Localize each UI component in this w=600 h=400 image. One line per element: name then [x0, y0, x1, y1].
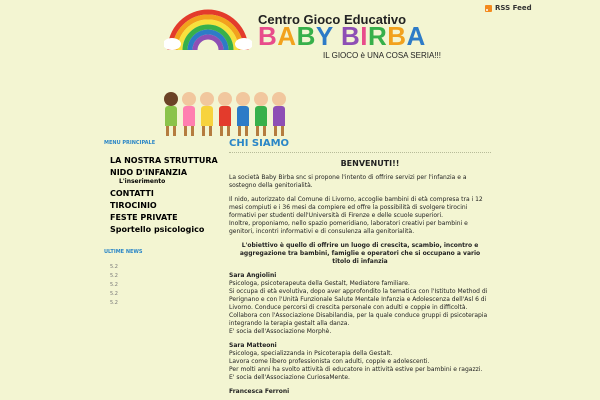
news-item[interactable]: 5.2: [110, 282, 118, 288]
child-figure: [254, 92, 268, 136]
child-figure: [182, 92, 196, 136]
child-figure: [164, 92, 178, 136]
welcome-heading: BENVENUTI!!: [340, 159, 400, 168]
rss-label: RSS Feed: [495, 4, 532, 12]
child-figure: [218, 92, 232, 136]
menu-item-contatti[interactable]: CONTATTI: [110, 189, 154, 198]
nido-paragraph: Il nido, autorizzato dal Comune di Livorno, accoglie bambini di età compresa tra i 12 mesi compiuti e i 36 mesi da compiere ed offre la possibilità di svolgere tirocini formativi per studenti dell'Università di Firenze e delle scuole superiori. Inoltre, proponiamo, nello spazio pomeridiano, laboratori creativi per bambini e genitori, incontri informativi e di consulenza alla genitorialità.: [229, 196, 483, 235]
news-item[interactable]: 5.2: [110, 264, 118, 270]
menu-item-la-nostra-struttura[interactable]: LA NOSTRA STRUTTURA: [110, 156, 218, 165]
menu-item-tirocinio[interactable]: TIROCINIO: [110, 201, 157, 210]
rss-feed-link[interactable]: [485, 4, 532, 12]
staff-name: Francesca Ferroni: [229, 388, 290, 395]
page-title: CHI SIAMO: [229, 138, 491, 153]
staff-name: Sara Angiolini: [229, 272, 277, 279]
intro-paragraph: La società Baby Birba snc si propone l'intento di offrire servizi per l'infanzia e a sostegno della genitorialità.: [229, 174, 467, 189]
child-figure: [200, 92, 214, 136]
menu-heading: MENU PRINCIPALE: [104, 140, 156, 146]
child-figure: [236, 92, 250, 136]
main-content: [229, 138, 491, 396]
menu-item-nido-infanzia[interactable]: NIDO D'INFANZIA: [110, 168, 188, 177]
news-heading: ULTIME NEWS: [104, 249, 143, 255]
objective-paragraph: L'obiettivo è quello di offrire un luogo di crescita, scambio, incontro e aggregazione tra bambini, famiglie e operatori che si occupano a vario titolo di infanzia: [239, 242, 481, 265]
sidebar: [104, 140, 222, 308]
news-item[interactable]: 5.2: [110, 291, 118, 297]
rainbow-logo: [164, 6, 252, 50]
site-header: [158, 0, 458, 140]
brand-subtitle: Centro Gioco Educativo: [258, 12, 407, 27]
child-figure: [272, 92, 286, 136]
menu-item-feste-private[interactable]: FESTE PRIVATE: [110, 213, 178, 222]
news-item[interactable]: 5.2: [110, 273, 118, 279]
staff-name: Sara Matteoni: [229, 342, 277, 349]
rss-icon: [485, 5, 492, 12]
brand-name: BABY BIRBA: [258, 21, 426, 51]
staff-bio: Psicologa, specializzanda in Psicoterapia della Gestalt. Lavora come libero professionista con adulti, coppie e adolescenti. Per molti anni ha svolto attività di educatore in attività estive per bambini e ragazzi. E' socia dell'Associazione CuriosaMente.: [229, 350, 483, 381]
menu-subitem-inserimento[interactable]: L'inserimento: [119, 178, 166, 185]
tagline: IL GIOCO è UNA COSA SERIA!!!: [323, 51, 441, 60]
staff-bio: Psicologa, psicoterapeuta della Gestalt, Mediatore familiare. Si occupa di età evolutiva, dopo aver approfondito la tematica con l'Istituto Method di Perignano e con l'Unità Funzionale Salute Mentale Infanzia e Adolescenza dell'Asl 6 di Livorno. Conduce percorsi di crescita personale con adulti e coppie in difficoltà. Collabora con l'Associazione Disabilandia, per la quale conduce gruppi di psicoterapia integrando la terapia gestalt alla danza. E' socia dell'Associazione Morphè.: [229, 280, 488, 335]
children-illustration: [162, 70, 298, 136]
news-item[interactable]: 5.2: [110, 300, 118, 306]
menu-item-sportello-psicologico[interactable]: Sportello psicologico: [110, 225, 205, 234]
